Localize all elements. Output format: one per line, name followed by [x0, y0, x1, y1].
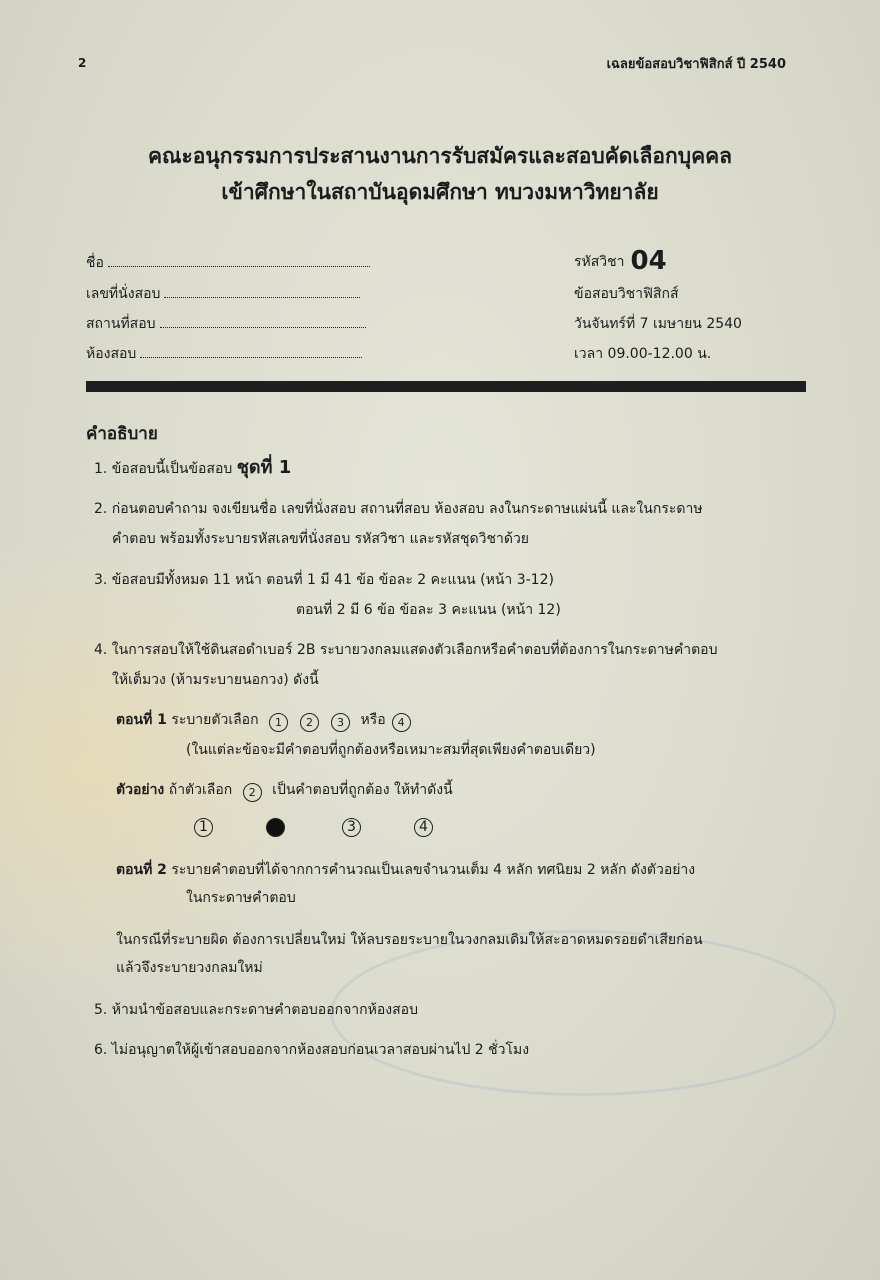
subject-name: ข้อสอบวิชาฟิสิกส์: [574, 286, 679, 302]
answer-bubble-3: 3: [342, 818, 361, 837]
example-text-1: ถ้าตัวเลือก: [168, 782, 233, 798]
field-name[interactable]: [86, 252, 370, 274]
field-label: ห้องสอบ: [86, 346, 137, 362]
subject-code: [574, 246, 667, 276]
instruction-2-line2: คำตอบ พร้อมทั้งระบายรหัสเลขที่นั่งสอบ รหัสวิชา และรหัสชุดวิชาด้วย: [112, 531, 530, 547]
field-label: ชื่อ: [86, 255, 104, 271]
erase-instruction-line2: แล้วจึงระบายวงกลมใหม่: [116, 960, 263, 976]
choice-bubble-2: 2: [300, 713, 319, 732]
choice-bubble-1: 1: [269, 713, 288, 732]
answer-bubble-1: 1: [194, 818, 213, 837]
answer-bubble-4: 4: [414, 818, 433, 837]
exam-date: วันจันทร์ที่ 7 เมษายน 2540: [574, 316, 742, 332]
part2-line2: ในกระดาษคำตอบ: [186, 890, 296, 906]
instruction-1: [94, 453, 291, 484]
part2-label: ตอนที่ 2: [116, 862, 167, 878]
part1-text: ระบายตัวเลือก: [171, 712, 259, 728]
choice-bubble-4: 4: [392, 713, 411, 732]
subject-code-label: รหัสวิชา: [574, 254, 625, 270]
example-label: ตัวอย่าง: [116, 782, 165, 798]
example-text-2: เป็นคำตอบที่ถูกต้อง ให้ทำดังนี้: [272, 782, 453, 798]
field-exam-venue[interactable]: [86, 313, 366, 335]
page-number: 2: [78, 56, 87, 70]
divider-bar: [86, 381, 806, 392]
part2-instruction: [116, 855, 695, 885]
part1-note: (ในแต่ละข้อจะมีคำตอบที่ถูกต้องหรือเหมาะสมที่สุดเพียงคำตอบเดียว): [186, 742, 596, 758]
field-exam-room[interactable]: [86, 343, 362, 365]
erase-instruction-line1: ในกรณีที่ระบายผิด ต้องการเปลี่ยนใหม่ ให้ลบรอยระบายในวงกลมเดิมให้สะอาดหมดรอยดำเสียก่อน: [116, 932, 703, 948]
example-bubble-2: 2: [243, 783, 262, 802]
fill-line[interactable]: [108, 256, 370, 267]
part1-or: หรือ: [360, 712, 386, 728]
instruction-2-line1: 2. ก่อนตอบคำถาม จงเขียนชื่อ เลขที่นั่งสอบ สถานที่สอบ ห้องสอบ ลงในกระดาษแผ่นนี้ และในกระดาษ: [94, 501, 703, 517]
instruction-3-line2: ตอนที่ 2 มี 6 ข้อ ข้อละ 3 คะแนน (หน้า 12): [296, 602, 561, 618]
part1-instruction: [116, 705, 417, 735]
page-title-line2: เข้าศึกษาในสถาบันอุดมศึกษา ทบวงมหาวิทยาลัย: [221, 180, 659, 204]
instruction-5: 5. ห้ามนำข้อสอบและกระดาษคำตอบออกจากห้องสอบ: [94, 1002, 418, 1018]
instruction-4-line1: 4. ในการสอบให้ใช้ดินสอดำเบอร์ 2B ระบายวงกลมแสดงตัวเลือกหรือคำตอบที่ต้องการในกระดาษคำตอบ: [94, 642, 718, 658]
exam-set-number: ชุดที่ 1: [236, 457, 292, 478]
field-label: สถานที่สอบ: [86, 316, 156, 332]
answer-bubble-filled: [266, 818, 285, 837]
field-seat-number[interactable]: [86, 283, 360, 305]
part1-label: ตอนที่ 1: [116, 712, 167, 728]
instruction-4-line2: ให้เต็มวง (ห้ามระบายนอกวง) ดังนี้: [112, 672, 319, 688]
field-label: เลขที่นั่งสอบ: [86, 286, 161, 302]
fill-line[interactable]: [164, 287, 360, 298]
instruction-6: 6. ไม่อนุญาตให้ผู้เข้าสอบออกจากห้องสอบก่อนเวลาสอบผ่านไป 2 ชั่วโมง: [94, 1042, 530, 1058]
example-instruction: [116, 775, 453, 805]
instructions-heading: คำอธิบาย: [86, 424, 158, 444]
part2-line1: ระบายคำตอบที่ได้จากการคำนวณเป็นเลขจำนวนเต็ม 4 หลัก ทศนิยม 2 หลัก ดังตัวอย่าง: [171, 862, 696, 878]
instruction-1-text: 1. ข้อสอบนี้เป็นข้อสอบ: [94, 461, 233, 477]
choice-bubble-3: 3: [331, 713, 350, 732]
fill-line[interactable]: [140, 347, 362, 358]
fill-line[interactable]: [160, 317, 366, 328]
running-title: เฉลยข้อสอบวิชาฟิสิกส์ ปี 2540: [606, 57, 786, 72]
subject-code-value: 04: [630, 246, 667, 276]
exam-time: เวลา 09.00-12.00 น.: [574, 346, 712, 362]
instruction-3-line1: 3. ข้อสอบมีทั้งหมด 11 หน้า ตอนที่ 1 มี 41 ข้อ ข้อละ 2 คะแนน (หน้า 3-12): [94, 572, 554, 588]
page-title-line1: คณะอนุกรรมการประสานงานการรับสมัครและสอบคัดเลือกบุคคล: [147, 144, 733, 168]
